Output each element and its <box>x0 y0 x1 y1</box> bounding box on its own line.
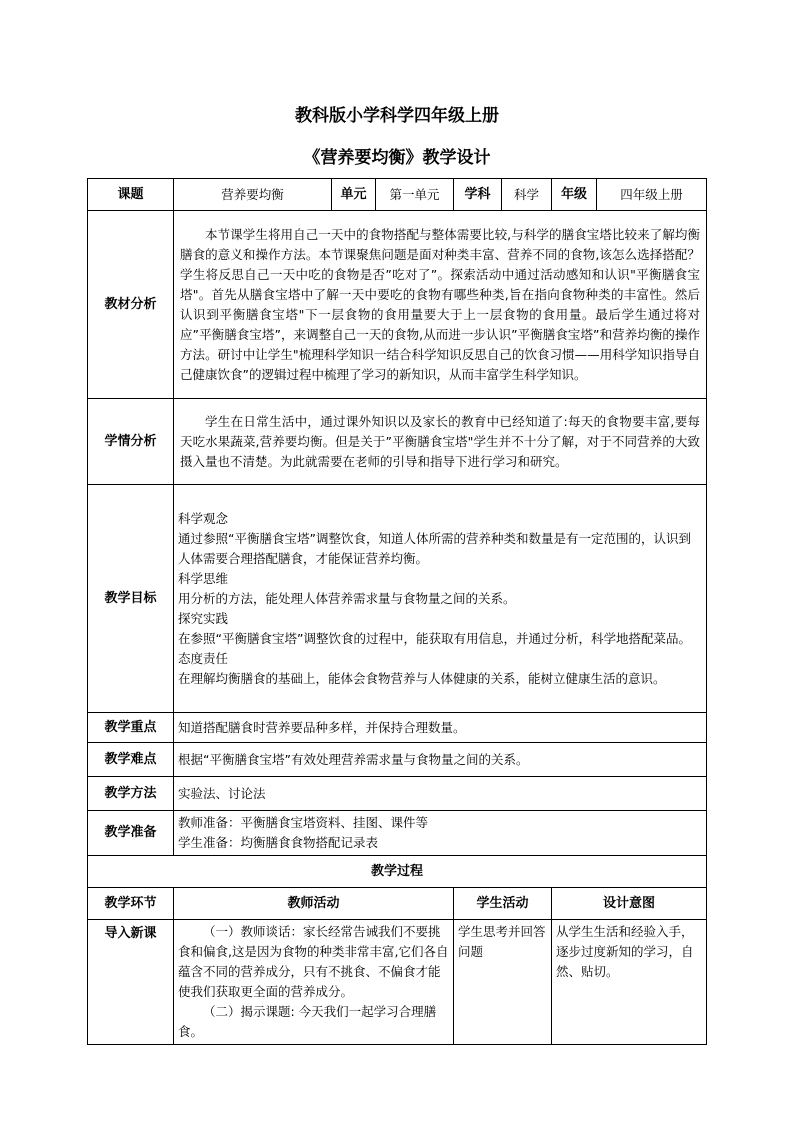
document-subtitle: 《营养要均衡》教学设计 <box>303 148 491 168</box>
document-title: 教科版小学科学四年级上册 <box>295 106 499 126</box>
objective-text-attitude: 在理解均衡膳食的基础上，能体会食物营养与人体健康的关系，能树立健康生活的意识。 <box>178 670 666 686</box>
process-col-intent: 设计意图 <box>552 888 707 920</box>
grade-value: 四年级上册 <box>597 179 707 211</box>
material-analysis-row <box>88 211 707 399</box>
objectives-row <box>88 485 707 713</box>
subject-value: 科学 <box>502 179 552 211</box>
difficulty-row <box>88 743 707 777</box>
objectives-label: 教学目标 <box>88 485 174 713</box>
student-analysis-row <box>88 399 707 485</box>
process-col-teacher: 教师活动 <box>174 888 454 920</box>
lesson-label: 课题 <box>88 179 174 211</box>
process-teacher-paragraph-1: （一）教师谈话：家长经常告诫我们不要挑食和偏食,这是因为食物的种类非常丰富,它们各自蕴含不同的营养成分，只有不挑食、不偏食才能使我们获取更全面的营养成分。 <box>178 924 449 999</box>
method-label: 教学方法 <box>88 777 174 811</box>
preparation-row <box>88 811 707 856</box>
process-teacher-activity <box>174 920 454 1045</box>
preparation-student: 学生准备：均衡膳食食物搭配记录表 <box>178 835 379 850</box>
process-teacher-paragraph-2: （二）揭示课题: 今天我们一起学习合理膳食。 <box>178 1004 437 1039</box>
difficulty-label: 教学难点 <box>88 743 174 777</box>
grade-label: 年级 <box>552 179 597 211</box>
lesson-plan-table <box>87 178 707 1045</box>
method-text: 实验法、讨论法 <box>174 777 707 811</box>
material-analysis-text: 本节课学生将用自己一天中的食物搭配与整体需要比较,与科学的膳食宝塔比较来了解均衡膳食的意义和操作方法。本节课聚焦问题是面对种类丰富、营养不同的食物,该怎么选择搭配？学生将反思自己一天中吃的食物是否”吃对了”。探索活动中通过活动感知和认识"平衡膳食宝塔"。首先从膳食宝塔中了解一天中要吃的食物有哪些种类,旨在指向食物种类的丰富性。然后认识到平衡膳食宝塔"下一层食物的食用量要大于上一层食物的食用量。最后学生通过将对应”平衡膳食宝塔”，来调整自己一天的食物,从而进一步认识”平衡膳食宝塔”和营养均衡的操作方法。研讨中让学生"梳理科学知识一结合科学知识反思自己的饮食习惯——用科学知识指导自己健康饮食”的逻辑过程中梳理了学习的新知识，从而丰富学生科学知识。 <box>174 211 707 399</box>
difficulty-text: 根据“平衡膳食宝塔”有效处理营养需求量与食物量之间的关系。 <box>174 743 707 777</box>
process-row <box>88 920 707 1045</box>
objective-text-practice: 在参照“平衡膳食宝塔”调整饮食的过程中，能获取有用信息，并通过分析，科学地搭配菜品。 <box>178 630 691 646</box>
process-title: 教学过程 <box>88 856 707 888</box>
objectives-content <box>174 485 707 713</box>
objective-heading-thinking: 科学思维 <box>178 570 229 586</box>
material-analysis-label: 教材分析 <box>88 211 174 399</box>
subject-label: 学科 <box>454 179 502 211</box>
key-point-label: 教学重点 <box>88 713 174 743</box>
lesson-value: 营养要均衡 <box>174 179 332 211</box>
unit-value: 第一单元 <box>376 179 454 211</box>
student-analysis-label: 学情分析 <box>88 399 174 485</box>
method-row <box>88 777 707 811</box>
objective-text-concept: 通过参照“平衡膳食宝塔”调整饮食，知道人体所需的营养种类和数量是有一定范围的，认识到人体需要合理搭配膳食，才能保证营养均衡。 <box>178 530 691 566</box>
objective-heading-concept: 科学观念 <box>178 510 229 526</box>
unit-label: 单元 <box>332 179 376 211</box>
objective-heading-practice: 探究实践 <box>178 610 229 626</box>
key-point-row <box>88 713 707 743</box>
preparation-label: 教学准备 <box>88 811 174 856</box>
process-title-row <box>88 856 707 888</box>
preparation-content <box>174 811 707 856</box>
process-stage: 导入新课 <box>88 920 174 1045</box>
process-design-intent: 从学生生活和经验入手，逐步过度新知的学习，自然、贴切。 <box>552 920 707 1045</box>
student-analysis-text: 学生在日常生活中，通过课外知识以及家长的教育中已经知道了:每天的食物要丰富,要每天吃水果蔬菜,营养要均衡。但是关于”平衡膳食宝塔"学生并不十分了解，对于不同营养的大致摄入量也不清楚。为此就需要在老师的引导和指导下进行学习和研究。 <box>174 399 707 485</box>
process-student-activity: 学生思考并回答问题 <box>454 920 552 1045</box>
process-col-student: 学生活动 <box>454 888 552 920</box>
objective-heading-attitude: 态度责任 <box>178 650 229 666</box>
header-row <box>88 179 707 211</box>
process-header-row <box>88 888 707 920</box>
objective-text-thinking: 用分析的方法，能处理人体营养需求量与食物量之间的关系。 <box>178 590 516 606</box>
preparation-teacher: 教师准备：平衡膳食宝塔资料、挂图、课件等 <box>178 815 429 830</box>
key-point-text: 知道搭配膳食时营养要品种多样，并保持合理数量。 <box>174 713 707 743</box>
process-col-stage: 教学环节 <box>88 888 174 920</box>
